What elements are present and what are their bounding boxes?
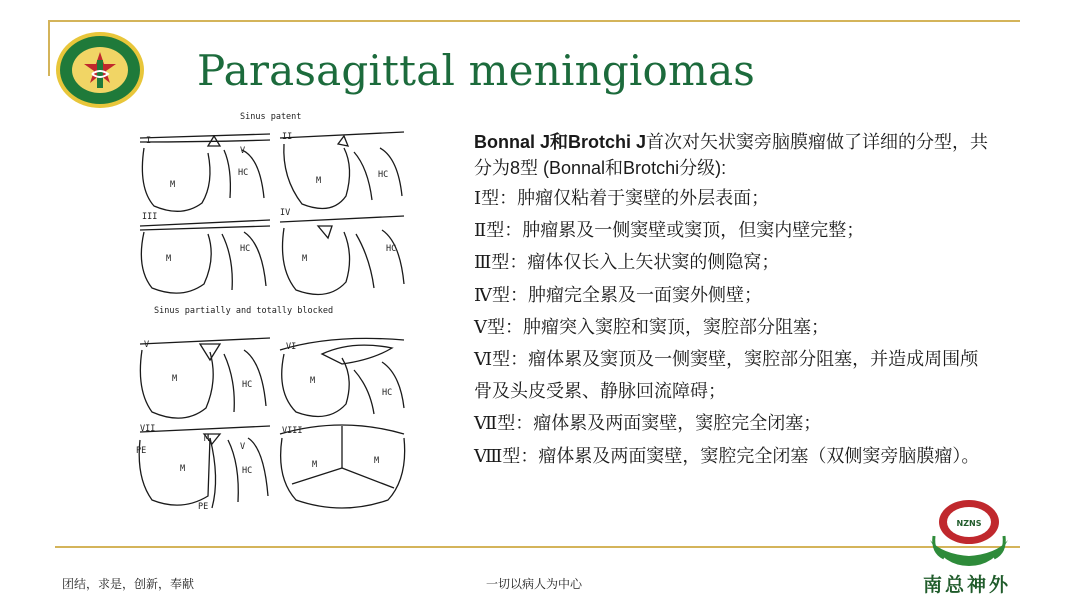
mass-label: M [302, 254, 308, 264]
type-item-1: Ⅰ型：肿瘤仅粘着于窦壁的外层表面； [474, 188, 770, 209]
panel-label: I [146, 136, 152, 146]
panel-iv-drawing [280, 216, 404, 295]
panel-label: III [142, 212, 158, 222]
panel-label: VIII [282, 426, 303, 436]
panel-label: II [282, 132, 293, 142]
logo-badge-text: NZNS [956, 519, 982, 528]
mass-label: M [172, 374, 178, 384]
intro-text: 首次对矢状窦旁脑膜瘤做了详细的分型，共分为8型 (Bonnal和Brotchi分级): [474, 132, 989, 178]
mass-label: M [310, 376, 316, 386]
frame-left-line [48, 20, 50, 76]
hc-label: HC [242, 466, 253, 476]
hc-label: HC [382, 388, 393, 398]
mass-label: M [312, 460, 318, 470]
panel-vi-drawing [280, 338, 404, 416]
mass-label: M [180, 464, 186, 474]
mass-label: M [166, 254, 172, 264]
panel-v-drawing [140, 338, 270, 418]
type-item-3: Ⅲ型：瘤体仅长入上矢状窦的侧隐窝； [474, 252, 780, 274]
panel-viii-drawing [280, 425, 405, 508]
hc-label: HC [238, 168, 249, 178]
panel-label: IV [280, 208, 291, 218]
pe-label: PE [198, 502, 209, 512]
page-title: Parasagittal meningiomas [197, 46, 756, 95]
intro-authors: Bonnal J和Brotchi J [474, 132, 647, 152]
department-logo-text: 南总神外 [922, 574, 1011, 596]
panel-label: VII [140, 424, 156, 434]
hc-label: HC [378, 170, 389, 180]
footer-motto: 团结，求是，创新，奉献 [62, 577, 195, 591]
mass-label: M [204, 434, 210, 444]
type-item-4: Ⅳ型：肿瘤完全累及一面窦外侧壁； [474, 284, 762, 306]
type-item-2: Ⅱ型：肿瘤累及一侧窦壁或窦顶，但窦内壁完整； [474, 220, 865, 242]
intro-paragraph [474, 129, 994, 181]
panel-label: VI [286, 342, 297, 352]
meningioma-classification-figure [132, 108, 432, 513]
figure-caption-middle: Sinus partially and totally blocked [154, 306, 334, 316]
frame-bottom-line [55, 546, 1020, 548]
hc-label: HC [240, 244, 251, 254]
v-label: V [240, 146, 246, 156]
panel-i-drawing [140, 134, 270, 211]
type-item-5: Ⅴ型：肿瘤突入窦腔和窦顶，窦腔部分阻塞； [474, 316, 829, 338]
mass-label: M [374, 456, 380, 466]
footer-slogan: 一切以病人为中心 [486, 577, 583, 591]
department-logo [924, 496, 1014, 572]
hc-label: HC [242, 380, 253, 390]
type-item-7: Ⅶ型：瘤体累及两面窦壁，窦腔完全闭塞； [474, 413, 822, 435]
v-label: V [240, 442, 246, 452]
type-list [474, 183, 994, 473]
hospital-emblem-logo [54, 30, 146, 110]
panel-label: V [144, 340, 150, 350]
pe-label: PE [136, 446, 147, 456]
mass-label: M [170, 180, 176, 190]
classification-description [474, 129, 994, 473]
type-item-6: Ⅵ型：瘤体累及窦顶及一侧窦壁，窦腔部分阻塞，并造成周围颅骨及头皮受累、静脉回流障碍； [474, 349, 979, 403]
frame-top-line [48, 20, 1020, 22]
type-item-8: Ⅷ型：瘤体累及两面窦壁，窦腔完全闭塞（双侧窦旁脑膜瘤）。 [474, 445, 980, 467]
figure-caption-top: Sinus patent [240, 112, 302, 122]
panel-iii-drawing [140, 220, 270, 293]
hc-label: HC [386, 244, 397, 254]
mass-label: M [316, 176, 322, 186]
